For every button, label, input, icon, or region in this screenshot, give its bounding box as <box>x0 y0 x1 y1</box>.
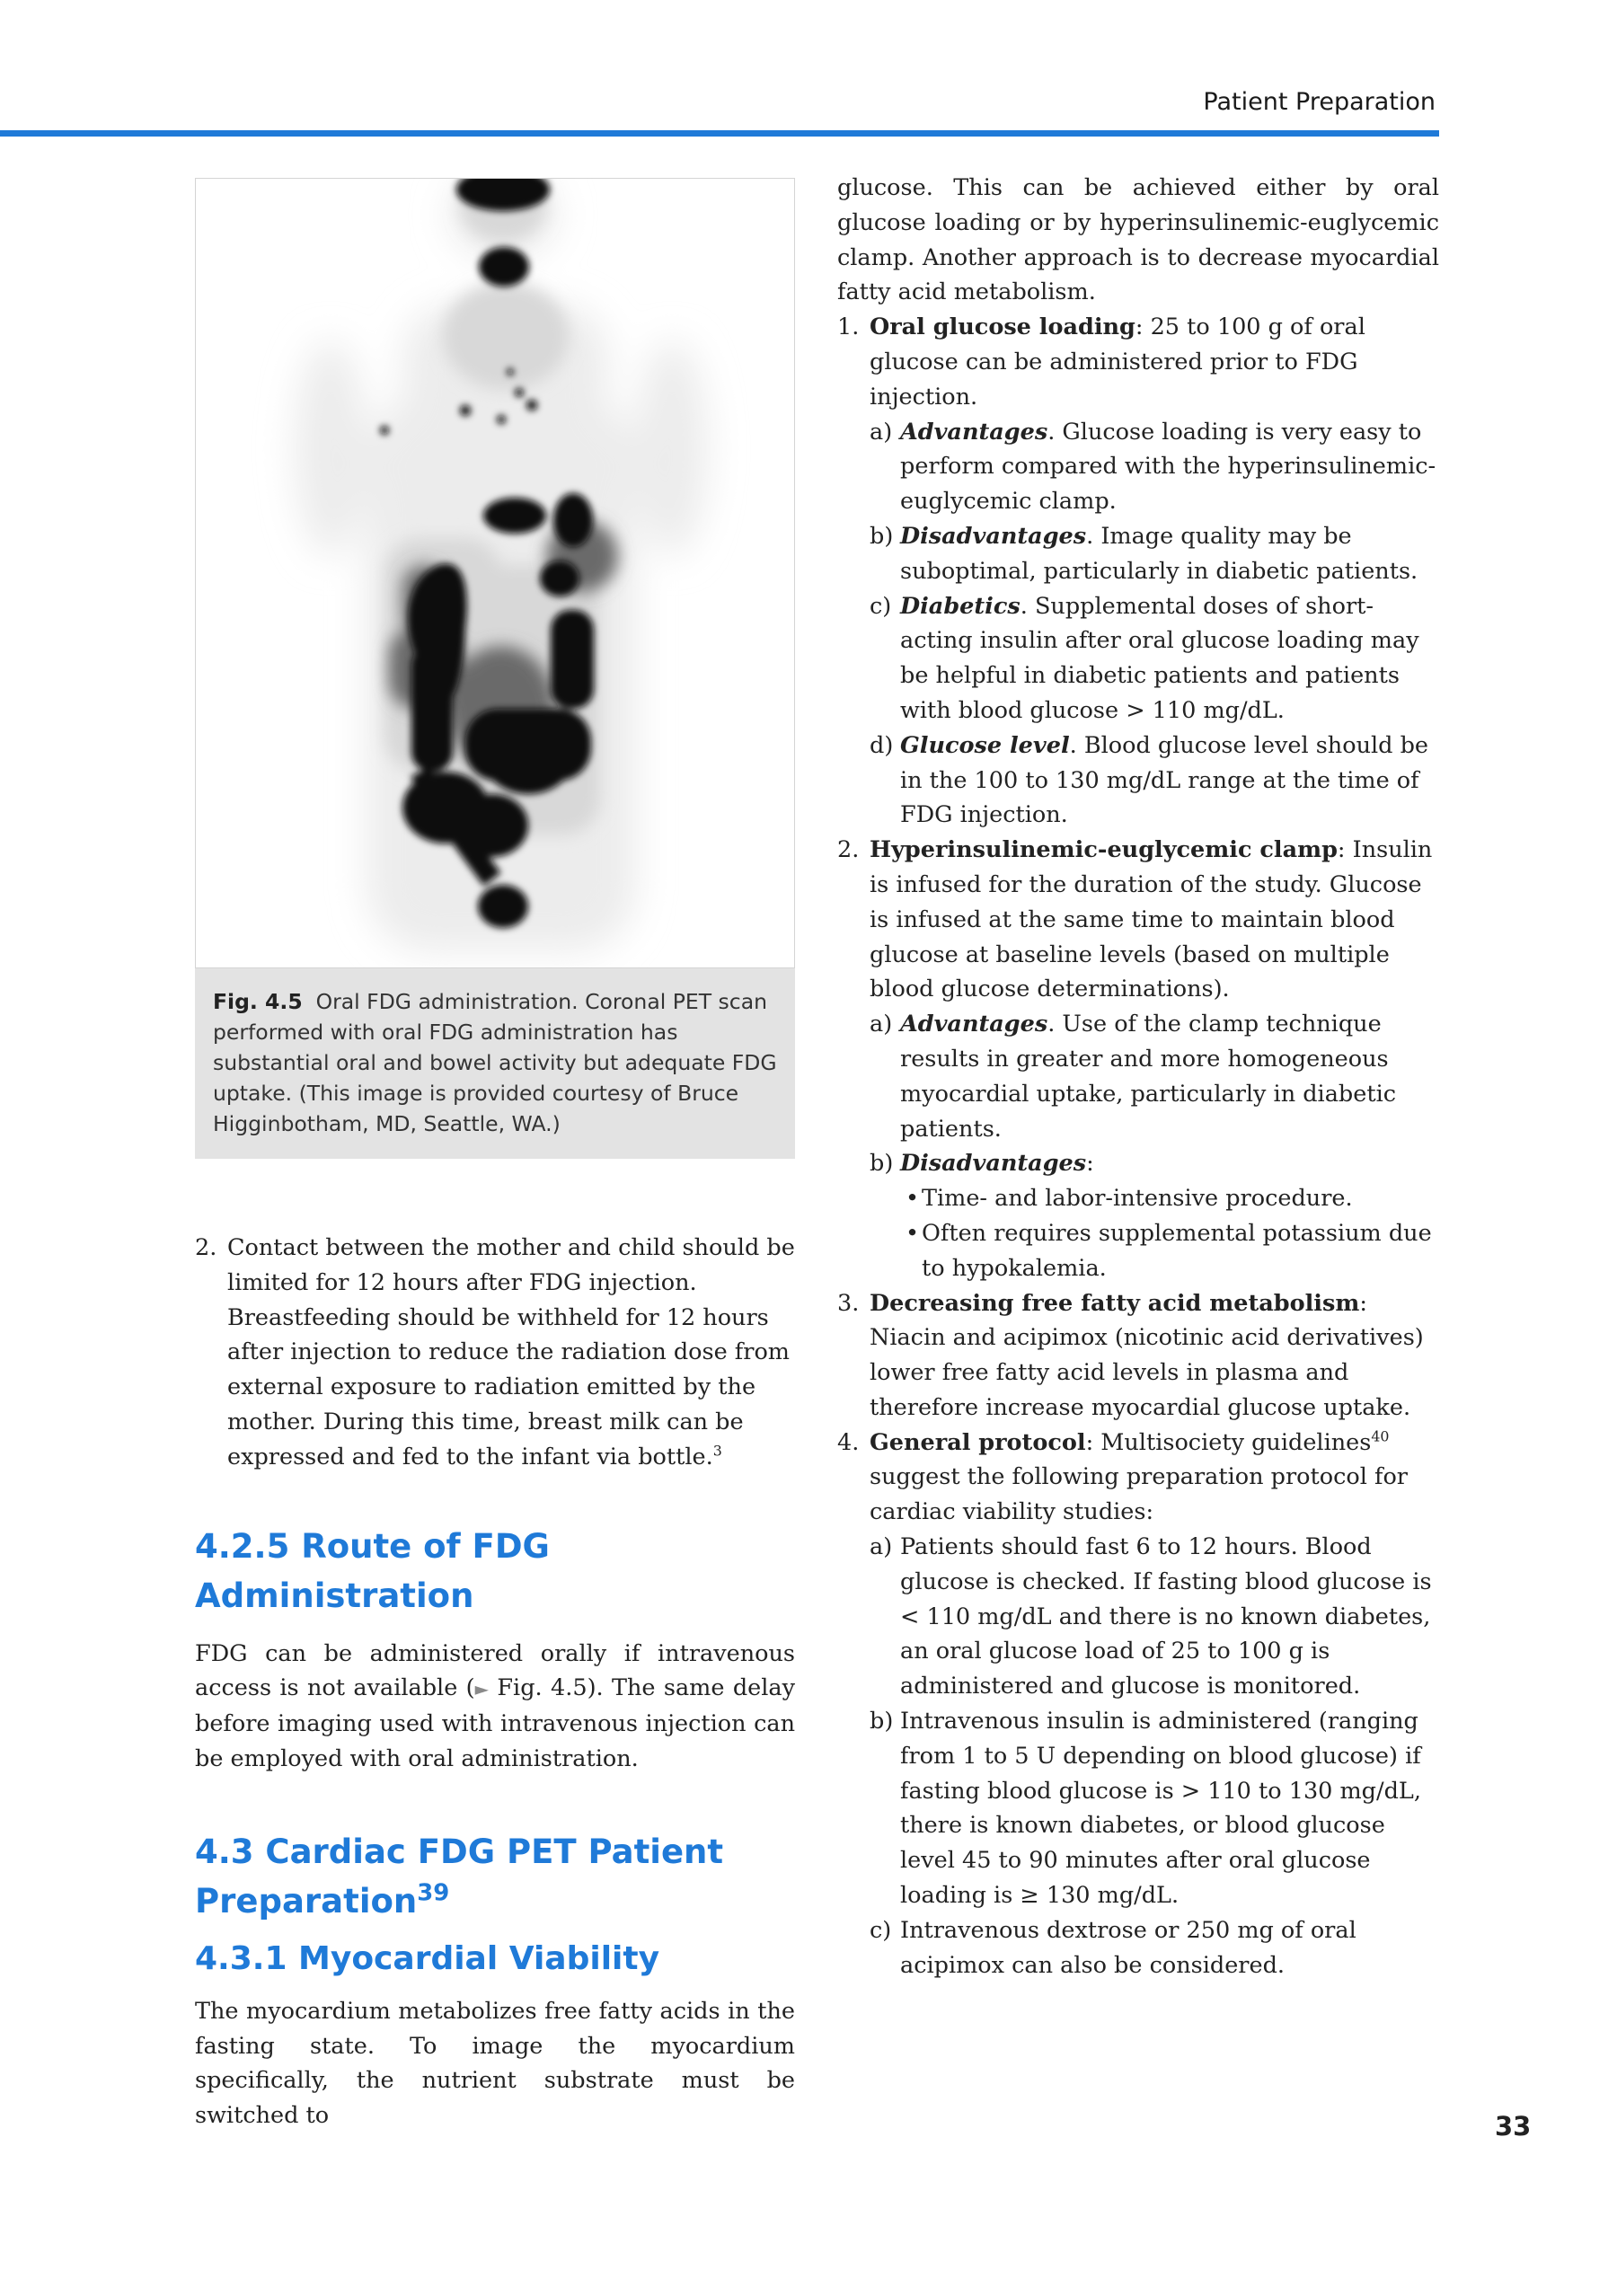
figure-cross-reference[interactable]: Fig. 4.5 <box>489 1674 588 1702</box>
section-paragraph: The myocardium metabolizes free fatty acids in the fasting state. To image the myocardium specifically, the nutrient substrate must be switched to <box>195 1997 795 2130</box>
list-marker: d) <box>870 731 894 759</box>
list-marker: a) <box>870 418 893 446</box>
intro-paragraph: glucose. This can be achieved either by oral glucose loading or by hyperinsulinemic-euglycemic clamp. Another approach is to decrease myocardial fatty acid metabolism. <box>837 174 1439 306</box>
bullet-item <box>837 1181 1439 1216</box>
list-marker: 2. <box>195 1234 217 1261</box>
sub-item-title: Disadvantages <box>900 1150 1087 1178</box>
sub-list-item <box>837 1007 1439 1146</box>
paragraph-text: FDG can be administered orally if intravenous access is not available ( <box>195 1639 795 1702</box>
list-item-title: Decreasing free fatty acid metabolism <box>870 1289 1360 1317</box>
sub-list-item <box>837 1913 1439 1983</box>
section-heading: 4.2.5 Route of FDG Administration <box>195 1526 550 1615</box>
reference-superscript: 3 <box>712 1442 722 1460</box>
sub-list-item <box>837 589 1439 729</box>
figure <box>195 178 795 1159</box>
sub-item-text: Patients should fast 6 to 12 hours. Blood glucose is checked. If fasting blood glucose is < 110 mg/dL and there is no known diabetes, an oral glucose load of 25 to 100 g is administered and glucose is monitored. <box>900 1533 1432 1700</box>
section-paragraph <box>195 1637 795 1777</box>
cross-reference-arrow-icon: ► <box>474 1678 489 1700</box>
bullet-text: Often requires supplemental potassium due to hypokalemia. <box>922 1219 1432 1282</box>
sub-item-text: . Blood glucose level should be in the 100 to 130 mg/dL range at the time of FDG injection. <box>900 731 1428 829</box>
section-heading <box>195 1827 795 1926</box>
pet-scan-image <box>195 178 795 968</box>
sub-item-title: Glucose level <box>900 731 1070 759</box>
sub-list-item <box>837 729 1439 833</box>
list-marker: a) <box>870 1011 893 1038</box>
bullet-icon: • <box>906 1185 920 1213</box>
figure-label: Fig. 4.5 <box>213 989 303 1014</box>
list-marker: 4. <box>837 1428 860 1456</box>
sub-list-item <box>837 415 1439 519</box>
list-marker: c) <box>870 592 892 620</box>
list-item-text: : 25 to 100 g of oral glucose can be administered prior to FDG injection. <box>870 313 1365 411</box>
list-item-text: : Niacin and acipimox (nicotinic acid derivatives) lower free fatty acid levels in plasma and therefore increase myocardial glucose uptake. <box>870 1289 1424 1421</box>
list-item-title: Hyperinsulinemic-euglycemic clamp <box>870 836 1338 864</box>
sub-item-title: Diabetics <box>900 592 1021 620</box>
list-marker: b) <box>870 1708 894 1735</box>
left-column <box>195 1231 795 2133</box>
list-item-text: suggest the following preparation protocol for cardiac viability studies: <box>870 1463 1408 1526</box>
sub-list-item <box>837 1704 1439 1913</box>
list-marker: b) <box>870 1150 894 1178</box>
sub-item-text: . Image quality may be suboptimal, particularly in diabetic patients. <box>900 522 1418 585</box>
list-item-title: General protocol <box>870 1428 1086 1456</box>
sub-item-text: : <box>1086 1150 1094 1178</box>
sub-item-text: Intravenous dextrose or 250 mg of oral acipimox can also be considered. <box>900 1916 1356 1979</box>
bullet-icon: • <box>906 1219 920 1247</box>
list-marker: 2. <box>837 836 860 864</box>
reference-superscript: 40 <box>1371 1427 1390 1445</box>
list-item <box>195 1231 795 1475</box>
sub-item-title: Disadvantages <box>900 522 1087 550</box>
reference-superscript: 39 <box>417 1879 450 1907</box>
subsection-heading: 4.3.1 Myocardial Viability <box>195 1939 660 1977</box>
list-marker: 1. <box>837 313 860 341</box>
list-item-title: Oral glucose loading <box>870 313 1135 341</box>
sub-list-item <box>837 519 1439 589</box>
sub-list-item <box>837 1530 1439 1704</box>
bullet-text: Time- and labor-intensive procedure. <box>922 1185 1353 1213</box>
list-item-text: Contact between the mother and child should be limited for 12 hours after FDG injection. Breastfeeding should be withheld for 12 hours after injection to reduce the radiation dose from external exposure to radiation emitted by the mother. During this time, breast milk can be expressed and fed to the infant via bottle. <box>227 1234 795 1470</box>
list-marker: 3. <box>837 1289 860 1317</box>
list-item-text: : Multisociety guidelines <box>1085 1428 1372 1456</box>
paragraph-text: ). The same delay before imaging used with intravenous injection can be employed with oral administration. <box>195 1674 795 1772</box>
running-head: Patient Preparation <box>1203 88 1436 116</box>
list-item-text: : Insulin is infused for the duration of the study. Glucose is infused at the same time to maintain blood glucose at baseline levels (based on multiple blood glucose determinations). <box>870 836 1433 1003</box>
sub-list-item <box>837 1146 1439 1181</box>
list-item <box>837 1286 1439 1426</box>
figure-caption <box>195 968 795 1159</box>
bullet-item <box>837 1216 1439 1286</box>
list-item <box>837 1426 1439 1530</box>
sub-item-text: . Glucose loading is very easy to perform compared with the hyperinsulinemic-euglycemic clamp. <box>900 418 1436 516</box>
sub-item-text: . Use of the clamp technique results in greater and more homogeneous myocardial uptake, particularly in diabetic patients. <box>900 1011 1397 1143</box>
sub-item-title: Advantages <box>900 1011 1048 1038</box>
section-heading-text: 4.3 Cardiac FDG PET Patient Preparation <box>195 1832 724 1921</box>
page-number: 33 <box>1495 2111 1532 2141</box>
sub-item-title: Advantages <box>900 418 1048 446</box>
list-marker: c) <box>870 1916 892 1944</box>
figure-caption-text: Oral FDG administration. Coronal PET scan performed with oral FDG administration has substantial oral and bowel activity but adequate FDG uptake. (This image is provided courtesy of Bruce Higginbotham, MD, Seattle, WA.) <box>213 989 777 1136</box>
sub-item-text: . Supplemental doses of short-acting insulin after oral glucose loading may be helpful in diabetic patients and patients with blood glucose > 110 mg/dL. <box>900 592 1419 724</box>
list-item <box>837 310 1439 414</box>
list-marker: a) <box>870 1533 893 1561</box>
sub-item-text: Intravenous insulin is administered (ranging from 1 to 5 U depending on blood glucose) if fasting blood glucose is > 110 to 130 mg/dL, there is known diabetes, or blood glucose level 45 to 90 minutes after oral glucose loading is ≥ 130 mg/dL. <box>900 1708 1421 1910</box>
header-rule <box>0 130 1439 137</box>
list-marker: b) <box>870 522 894 550</box>
list-item <box>837 833 1439 1007</box>
right-column <box>837 171 1439 1983</box>
